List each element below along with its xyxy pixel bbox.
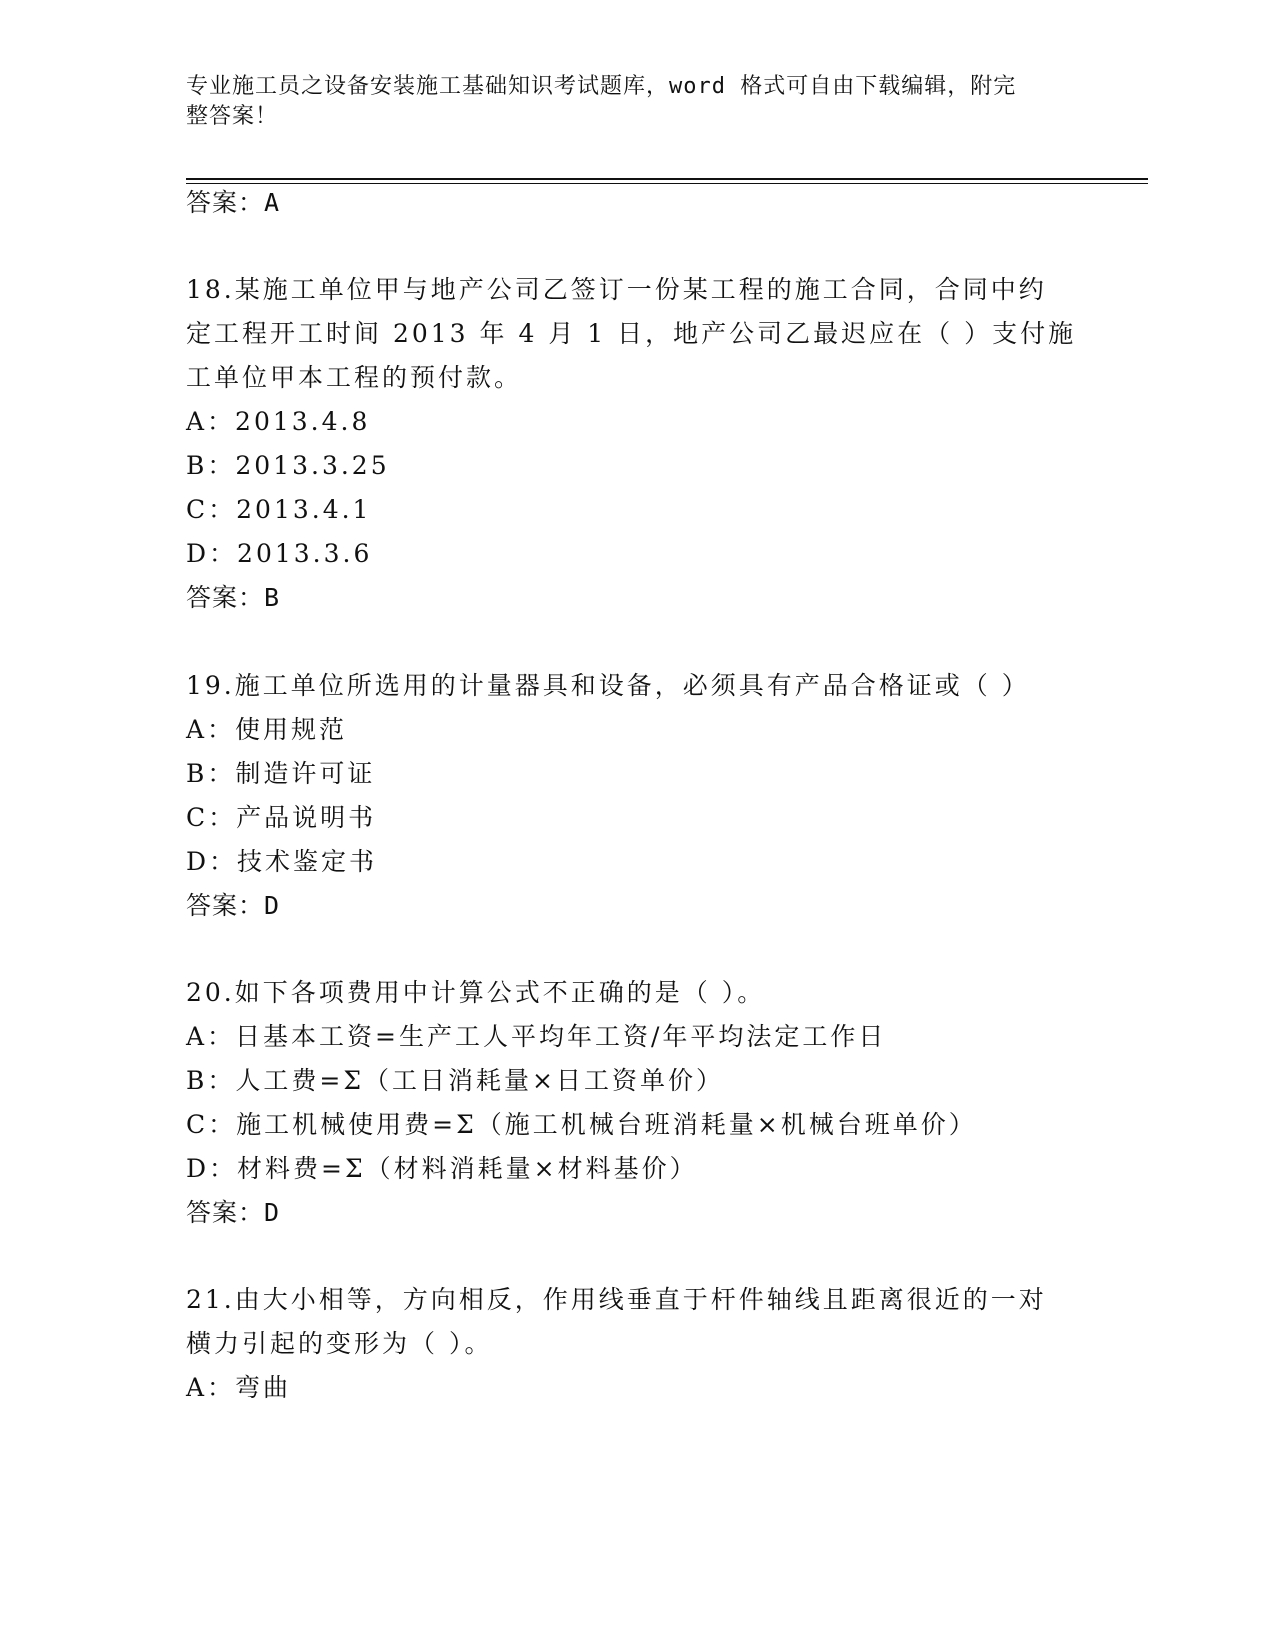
question-stem-line: 18.某施工单位甲与地产公司乙签订一份某工程的施工合同，合同中约	[186, 275, 1047, 304]
header-text-line-1: 专业施工员之设备安装施工基础知识考试题库，word 格式可自由下载编辑，附完	[186, 74, 1017, 99]
question-stem-line: 定工程开工时间 2013 年 4 月 1 日，地产公司乙最迟应在（ ）支付施	[186, 319, 1077, 348]
option-a: A：2013.4.8	[186, 407, 371, 436]
question-stem-line: 横力引起的变形为（ ）。	[186, 1329, 493, 1358]
question-stem-line: 工单位甲本工程的预付款。	[186, 363, 523, 392]
option-c: C：产品说明书	[186, 803, 377, 832]
option-b: B：人工费=Σ（工日消耗量×日工资单价）	[186, 1066, 724, 1095]
answer: 答案：B	[186, 583, 281, 612]
option-b: B：2013.3.25	[186, 451, 390, 480]
option-b: B：制造许可证	[186, 759, 376, 788]
question-stem-line: 19.施工单位所选用的计量器具和设备，必须具有产品合格证或（ ）	[186, 671, 1030, 700]
previous-answer: 答案：A	[186, 188, 281, 217]
answer: 答案：D	[186, 1198, 281, 1227]
option-a: A：使用规范	[186, 715, 348, 744]
option-c: C：施工机械使用费=Σ（施工机械台班消耗量×机械台班单价）	[186, 1110, 977, 1139]
question-stem-line: 20.如下各项费用中计算公式不正确的是（ ）。	[186, 978, 766, 1007]
option-d: D：2013.3.6	[186, 539, 373, 568]
answer: 答案：D	[186, 891, 281, 920]
option-d: D：材料费=Σ（材料消耗量×材料基价）	[186, 1154, 698, 1183]
option-c: C：2013.4.1	[186, 495, 372, 524]
header-text-line-2: 整答案！	[186, 104, 279, 129]
question-stem-line: 21.由大小相等，方向相反，作用线垂直于杆件轴线且距离很近的一对	[186, 1285, 1047, 1314]
document-header	[186, 72, 1066, 132]
option-a: A：弯曲	[186, 1373, 292, 1402]
header-divider-thin	[186, 183, 1148, 184]
option-a: A：日基本工资=生产工人平均年工资/年平均法定工作日	[186, 1022, 887, 1051]
option-d: D：技术鉴定书	[186, 847, 378, 876]
header-divider-thick	[186, 178, 1148, 180]
